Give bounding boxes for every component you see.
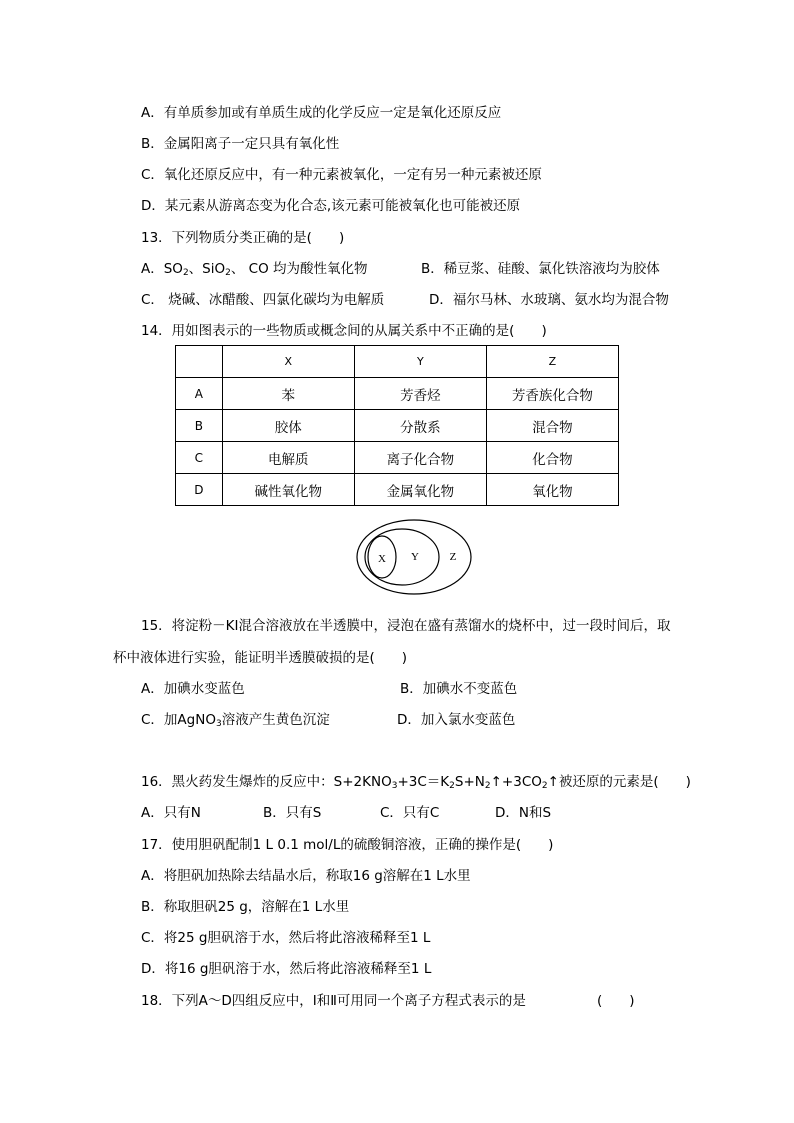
table-cell: 碱性氧化物 bbox=[222, 474, 354, 506]
table-cell: 苯 bbox=[222, 378, 354, 410]
q17-option-d: D．将16 g胆矾溶于水，然后将此溶液稀释至1 L bbox=[141, 961, 432, 977]
q16-option-d: D．N和S bbox=[495, 805, 552, 821]
table-cell: 胶体 bbox=[222, 410, 354, 442]
table-header-cell bbox=[176, 346, 223, 378]
q12-option-b: B．金属阳离子一定只具有氧化性 bbox=[141, 136, 340, 152]
q15-option-a: A．加碘水变蓝色 bbox=[141, 681, 245, 697]
q16-option-a: A．只有N bbox=[141, 805, 201, 821]
q13-option-c: C． 烧碱、冰醋酸、四氯化碳均为电解质 bbox=[141, 292, 385, 308]
table-cell: 化合物 bbox=[486, 442, 618, 474]
table-row bbox=[176, 442, 619, 474]
venn-label-x: X bbox=[378, 553, 386, 565]
table-cell: D bbox=[176, 474, 223, 506]
q13-stem: 13．下列物质分类正确的是( ) bbox=[141, 230, 345, 246]
table-row bbox=[176, 378, 619, 410]
table-header-cell: Z bbox=[486, 346, 618, 378]
table-cell: 芳香烃 bbox=[354, 378, 486, 410]
table-row bbox=[176, 410, 619, 442]
table-header-cell: X bbox=[222, 346, 354, 378]
q16-stem: 16．黑火药发生爆炸的反应中：$S+2KNO_3+3C=K_2S+N_2↑+3CO_2↑$被还原的元素是( ) bbox=[141, 774, 691, 791]
table-cell: 分散系 bbox=[354, 410, 486, 442]
q18-answer-paren: ( ) bbox=[597, 993, 635, 1009]
q13-option-d: D．福尔马林、水玻璃、氨水均为混合物 bbox=[429, 292, 669, 308]
q13-option-b: B．稀豆浆、硅酸、氯化铁溶液均为胶体 bbox=[421, 261, 660, 277]
q16-option-c: C．只有C bbox=[380, 805, 440, 821]
q17-stem: 17．使用胆矾配制1 L 0.1 mol/L的硫酸铜溶液，正确的操作是( ) bbox=[141, 837, 554, 853]
q17-option-c: C．将25 g胆矾溶于水，然后将此溶液稀释至1 L bbox=[141, 930, 431, 946]
q15-option-c: C．加AgNO$_3$溶液产生黄色沉淀 bbox=[141, 712, 330, 729]
table-cell: 混合物 bbox=[486, 410, 618, 442]
q14-stem: 14．用如图表示的一些物质或概念间的从属关系中不正确的是( ) bbox=[141, 323, 547, 339]
q15-stem-line1: 15．将淀粉－KI混合溶液放在半透膜中，浸泡在盛有蒸馏水的烧杯中，过一段时间后，取 bbox=[141, 618, 671, 634]
table-cell: 离子化合物 bbox=[354, 442, 486, 474]
table-cell: 芳香族化合物 bbox=[486, 378, 618, 410]
relation-table bbox=[175, 345, 619, 506]
q17-option-b: B．称取胆矾25 g，溶解在1 L水里 bbox=[141, 899, 350, 915]
table-cell: A bbox=[176, 378, 223, 410]
table-cell: C bbox=[176, 442, 223, 474]
q15-option-b: B．加碘水不变蓝色 bbox=[400, 681, 518, 697]
q12-option-d: D．某元素从游离态变为化合态,该元素可能被氧化也可能被还原 bbox=[141, 198, 521, 214]
venn-label-y: Y bbox=[411, 551, 419, 563]
q18-stem: 18．下列A～D四组反应中，Ⅰ和Ⅱ可用同一个离子方程式表示的是 bbox=[141, 993, 526, 1009]
table-cell: 氧化物 bbox=[486, 474, 618, 506]
venn-label-z: Z bbox=[449, 551, 457, 563]
q12-option-a: A．有单质参加或有单质生成的化学反应一定是氧化还原反应 bbox=[141, 105, 502, 121]
table-cell: 电解质 bbox=[222, 442, 354, 474]
table-cell: 金属氧化物 bbox=[354, 474, 486, 506]
q15-option-d: D．加入氯水变蓝色 bbox=[397, 712, 516, 728]
venn-diagram bbox=[354, 517, 474, 597]
table-header-cell: Y bbox=[354, 346, 486, 378]
q17-option-a: A．将胆矾加热除去结晶水后，称取16 g溶解在1 L水里 bbox=[141, 868, 471, 884]
q13-option-a: A．$SO_2$、SiO$_2$、 CO 均为酸性氧化物 bbox=[141, 261, 368, 278]
table-cell: B bbox=[176, 410, 223, 442]
table-row bbox=[176, 474, 619, 506]
q15-stem-line2: 杯中液体进行实验，能证明半透膜破损的是( ) bbox=[113, 650, 408, 666]
q12-option-c: C．氧化还原反应中，有一种元素被氧化，一定有另一种元素被还原 bbox=[141, 167, 542, 183]
q16-option-b: B．只有S bbox=[263, 805, 322, 821]
table-header-row bbox=[176, 346, 619, 378]
